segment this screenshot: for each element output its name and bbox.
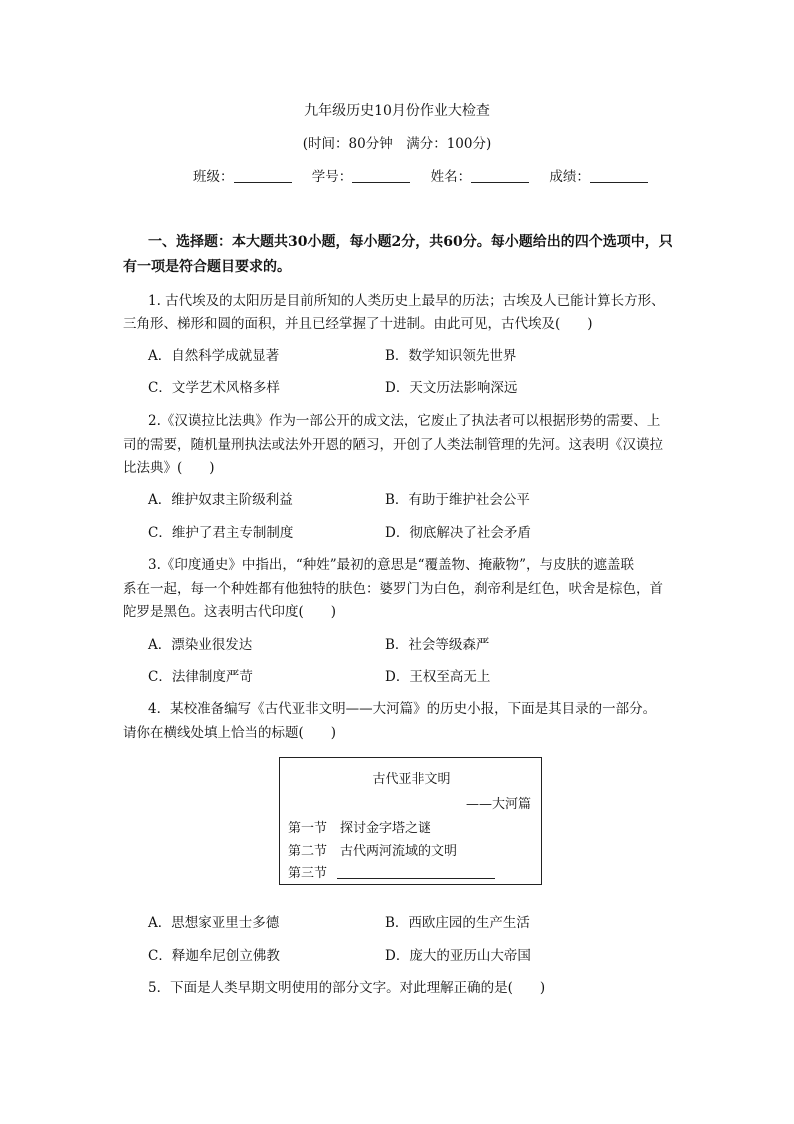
question-3-option-b: B．社会等级森严 <box>385 637 490 653</box>
page-title: 九年级历史10月份作业大检查 <box>304 103 490 119</box>
question-2-option-a: A．维护奴隶主阶级利益 <box>148 492 293 508</box>
student-id-label: 学号： <box>311 169 353 185</box>
toc-item-3-blank <box>337 866 495 879</box>
toc-subtitle: ——大河篇 <box>465 797 531 812</box>
question-4-line2: 请你在横线处填上恰当的标题( ) <box>123 725 337 741</box>
question-1-option-b: B．数学知识领先世界 <box>385 348 517 364</box>
toc-item-3: 第三节 <box>288 862 495 881</box>
name-label: 姓名： <box>430 169 472 185</box>
toc-item-1: 第一节 探讨金字塔之谜 <box>288 821 432 836</box>
section-heading-line1: 一、选择题：本大题共30小题，每小题2分，共60分。每小题给出的四个选项中，只 <box>148 234 673 250</box>
student-info-row <box>193 165 648 185</box>
question-3-option-a: A．漂染业很发达 <box>148 637 253 653</box>
question-1-line2: 三角形、梯形和圆的面积，并且已经掌握了十进制。由此可见，古代埃及( ) <box>123 316 593 332</box>
section-heading-line2: 有一项是符合题目要求的。 <box>123 259 291 275</box>
exam-info: (时间：80分钟 满分：100分) <box>302 136 492 152</box>
question-4-option-a: A．思想家亚里士多德 <box>148 915 280 931</box>
question-1-option-c: C．文学艺术风格多样 <box>148 380 280 396</box>
toc-item-2: 第二节 古代两河流域的文明 <box>288 844 458 859</box>
question-3-option-d: D．王权至高无上 <box>385 669 491 685</box>
question-3-line2: 系在一起，每一个种姓都有他独特的肤色：婆罗门为白色，刹帝利是红色，吠舍是棕色，首 <box>123 581 663 597</box>
question-2-line1: 2.《汉谟拉比法典》作为一部公开的成文法，它废止了执法者可以根据形势的需要、上 <box>148 413 661 429</box>
question-3-line3: 陀罗是黑色。这表明古代印度( ) <box>123 604 337 620</box>
score-label: 成绩： <box>549 169 590 185</box>
table-of-contents-box <box>279 757 542 885</box>
class-blank <box>234 170 292 183</box>
question-2-line2: 司的需要，随机量刑执法或法外开恩的陋习，开创了人类法制管理的先河。这表明《汉谟拉 <box>123 437 663 453</box>
question-1-line1: 1. 古代埃及的太阳历是目前所知的人类历史上最早的历法；古埃及人已能计算长方形、 <box>148 293 665 309</box>
question-4-option-b: B．西欧庄园的生产生活 <box>385 915 530 931</box>
toc-title: 古代亚非文明 <box>372 772 451 787</box>
question-1-option-d: D．天文历法影响深远 <box>385 380 518 396</box>
question-2-line3: 比法典》( ) <box>123 460 215 476</box>
question-4-option-d: D．庞大的亚历山大帝国 <box>385 948 531 964</box>
question-3-line1: 3.《印度通史》中指出，“种姓”最初的意思是“覆盖物、掩蔽物”，与皮肤的遮盖联 <box>148 557 634 573</box>
name-blank <box>471 170 529 183</box>
student-id-blank <box>352 170 410 183</box>
question-2-option-d: D．彻底解决了社会矛盾 <box>385 525 531 541</box>
class-label: 班级： <box>193 169 234 185</box>
question-3-option-c: C．法律制度严苛 <box>148 669 253 685</box>
question-4-line1: 4．某校准备编写《古代亚非文明——大河篇》的历史小报，下面是其目录的一部分。 <box>148 701 657 717</box>
question-2-option-b: B．有助于维护社会公平 <box>385 492 530 508</box>
score-blank <box>590 170 648 183</box>
question-1-option-a: A．自然科学成就显著 <box>148 348 280 364</box>
question-5-line1: 5．下面是人类早期文明使用的部分文字。对此理解正确的是( ) <box>148 980 546 996</box>
question-4-option-c: C．释迦牟尼创立佛教 <box>148 948 280 964</box>
question-2-option-c: C．维护了君主专制制度 <box>148 525 294 541</box>
